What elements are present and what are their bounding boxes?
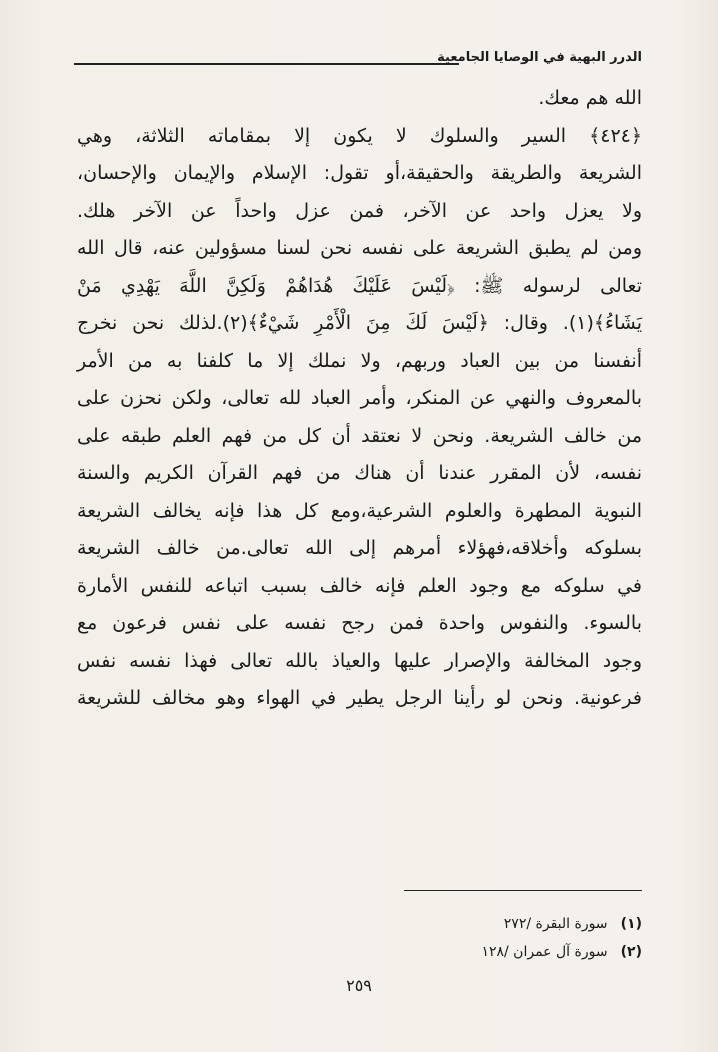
footnotes xyxy=(242,910,642,966)
page-number: ٢٥٩ xyxy=(346,976,372,995)
header-title: الدرر البهية في الوصايا الجامعية xyxy=(437,50,642,65)
text-line: الشريعة والطريقة والحقيقة،أو تقول: الإسلام والإيمان والإحسان، xyxy=(77,162,642,184)
text-line: من خالف الشريعة. ونحن لا نعتقد أن كل من فهم العلم طبقه على xyxy=(77,424,642,447)
text-line: بالسوء. والنفوس واحدة فمن رجح نفسه على نفس فرعون مع xyxy=(77,612,642,634)
text-line: نفسه، لأن المقرر عندنا أن هناك من فهم القرآن الكريم والسنة xyxy=(77,462,642,484)
footnote-rule xyxy=(404,890,642,891)
header-rule xyxy=(74,63,459,65)
footnote-text: سورة آل عمران /١٢٨ xyxy=(481,944,608,960)
text-line: فرعونية. ونحن لو رأينا الرجل يطير في الهواء وهو مخالف للشريعة xyxy=(77,687,642,709)
text-line: ومن لم يطبق الشريعة على نفسه نحن لسنا مسؤولين عنه، قال الله xyxy=(77,237,642,259)
text-line: تعالى لرسوله ﷺ: ﴿لَيْسَ عَلَيْكَ هُدَاهُمْ وَلَكِنَّ اللَّهَ يَهْدِي مَنْ xyxy=(77,274,642,297)
text-line: الله هم معك. xyxy=(538,87,642,109)
text-line: أنفسنا من بين العباد وربهم، ولا نملك إلا ما كلفنا به من الأمر xyxy=(77,349,642,372)
footnote-item xyxy=(242,938,642,966)
text-line: بالمعروف والنهي عن المنكر، وأمر العباد لله تعالى، ولكن نحزن على xyxy=(77,387,642,409)
text-line: ﴿٤٢٤﴾ السير والسلوك لا يكون إلا بمقاماته الثلاثة، وهي xyxy=(77,124,642,147)
footnote-item xyxy=(242,910,642,938)
body-text xyxy=(77,80,642,718)
text-line: في سلوكه مع وجود العلم فإنه خالف بسبب اتباعه للنفس الأمارة xyxy=(77,574,642,597)
text-line: النبوية المطهرة والعلوم الشرعية،ومع كل هذا فإنه يخالف الشريعة xyxy=(77,499,642,522)
text-line: ولا يعزل واحد عن الآخر، فمن عزل واحداً عن الآخر هلك. xyxy=(77,199,642,222)
text-line: بسلوكه وأخلاقه،فهؤلاء أمرهم إلى الله تعالى.من خالف الشريعة xyxy=(77,537,642,559)
footnote-number: (٢) xyxy=(620,944,642,960)
text-line: يَشَاءُ﴾(١). وقال: ﴿لَيْسَ لَكَ مِنَ الْأَمْرِ شَيْءٌ﴾(٢).لذلك نحن نخرج xyxy=(77,312,642,334)
footnote-number: (١) xyxy=(620,916,642,932)
text-line: وجود المخالفة والإصرار عليها والعياذ بالله تعالى فهذا نفسه نفس xyxy=(77,649,642,672)
running-header xyxy=(74,46,642,70)
footnote-text: سورة البقرة /٢٧٢ xyxy=(503,916,608,932)
